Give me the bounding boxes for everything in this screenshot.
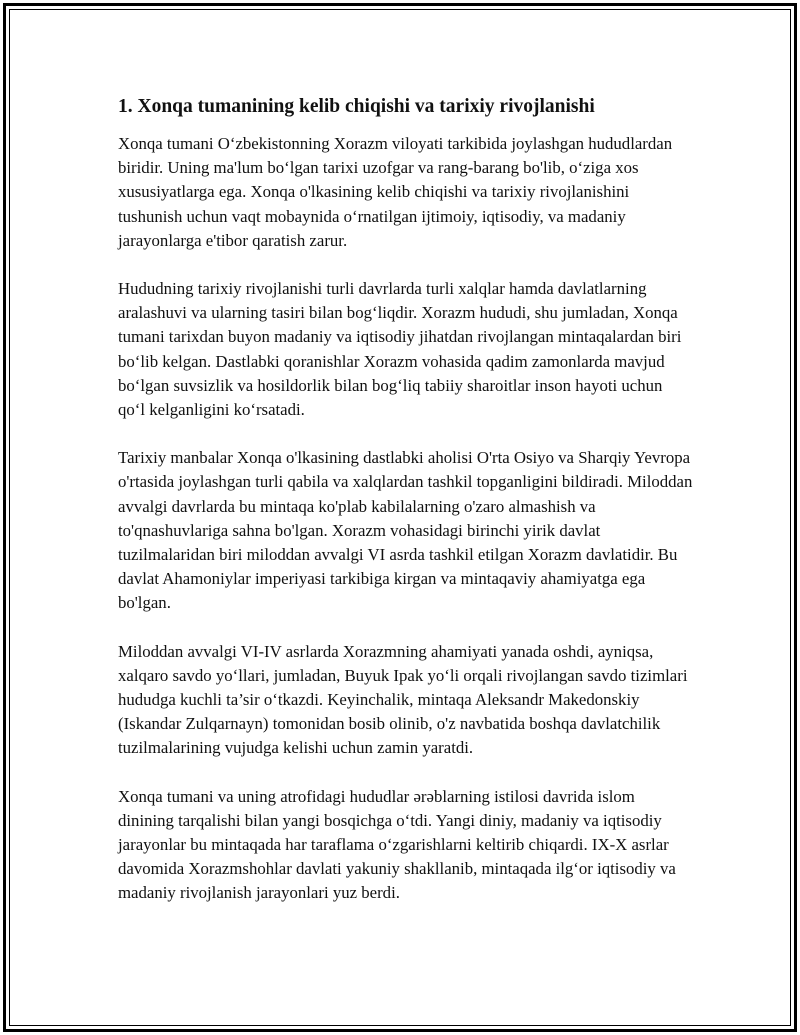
paragraph-3: Tarixiy manbalar Xonqa o'lkasining dastlabki aholisi O'rta Osiyo va Sharqiy Yevropa o'rtasida joylashgan turli qabila va xalqlardan tashkil topganligini bildiradi. Miloddan avvalgi davrlarda bu mintaqa ko'plab kabilalarning o'zaro almashish va to'qnashuvlariga sahna bo'lgan. Xorazm vohasidagi birinchi yirik davlat tuzilmalaridan biri miloddan avvalgi VI asrda tashkil etilgan Xorazm davlatidir. Bu davlat Ahamoniylar imperiyasi tarkibiga kirgan va mintaqaviy ahamiyatga ega bo'lgan. bbox=[118, 448, 693, 613]
section-heading: 1. Xonqa tumanining kelib chiqishi va tarixiy rivojlanishi bbox=[118, 96, 595, 117]
document-body bbox=[118, 88, 693, 930]
paragraph-5: Xonqa tumani va uning atrofidagi hududlar ərəblarning istilosi davrida islom dinining tarqalishi bilan yangi bosqichga o‘tdi. Yangi diniy, madaniy va iqtisodiy jarayonlar bu mintaqada har taraflama o‘zgarishlarni keltirib chiqardi. IX-X asrlar davomida Xorazmshohlar davlati yakuniy shakllanib, mintaqada ilg‘or iqtisodiy va madaniy rivojlanish jarayonlari yuz berdi. bbox=[118, 786, 676, 903]
paragraph-4: Miloddan avvalgi VI-IV asrlarda Xorazmning ahamiyati yanada oshdi, ayniqsa, xalqaro savdo yo‘llari, jumladan, Buyuk Ipak yo‘li orqali rivojlangan savdo tizimlari hududga kuchli ta’sir o‘tkazdi. Keyinchalik, mintaqa Aleksandr Makedonskiy (Iskandar Zulqarnayn) tomonidan bosib olinib, o'z navbatida boshqa davlatchilik tuzilmalarining vujudga kelishi uchun zamin yaratdi. bbox=[118, 641, 688, 758]
paragraph-2: Hududning tarixiy rivojlanishi turli davrlarda turli xalqlar hamda davlatlarning aralashuvi va ularning tasiri bilan bog‘liqdir. Xorazm hududi, shu jumladan, Xonqa tumani tarixdan buyon madaniy va iqtisodiy jihatdan rivojlangan mintaqalardan biri bo‘lib kelgan. Dastlabki qoranishlar Xorazm vohasida qadim zamonlarda mavjud bo‘lgan suvsizlik va hosildorlik bilan bog‘liq tabiiy sharoitlar inson hayoti uchun qo‘l kelganligini ko‘rsatadi. bbox=[118, 279, 682, 420]
paragraph-1: Xonqa tumani O‘zbekistonning Xorazm viloyati tarkibida joylashgan hududlardan biridir. Uning ma'lum bo‘lgan tarixi uzofgar va rang-barang bo'lib, o‘ziga xos xususiyatlarga ega. Xonqa o'lkasining kelib chiqishi va tarixiy rivojlanishini tushunish uchun vaqt mobaynida o‘rnatilgan ijtimoiy, iqtisodiy, va madaniy jarayonlarga e'tibor qaratish zarur. bbox=[118, 134, 673, 250]
